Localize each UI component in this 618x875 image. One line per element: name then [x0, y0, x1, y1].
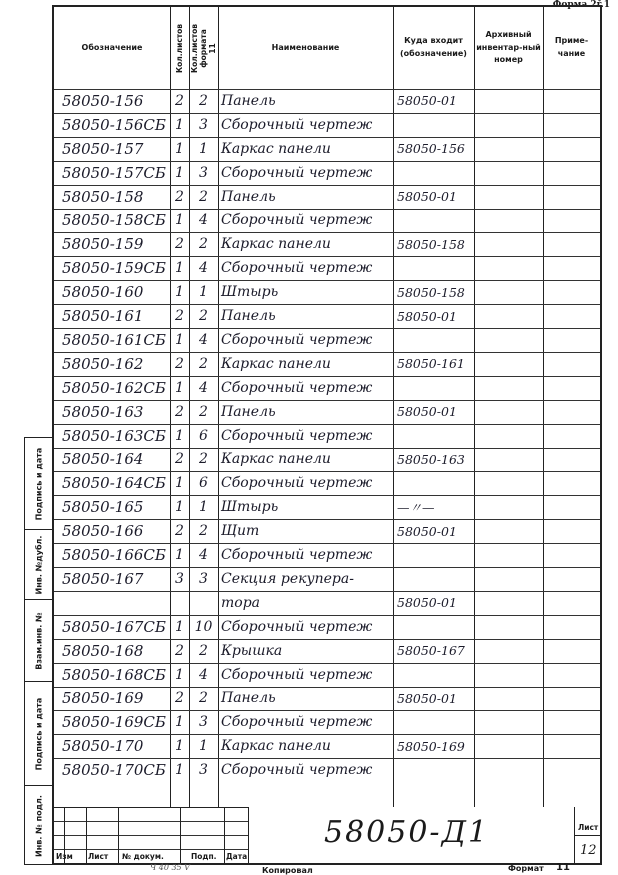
- sidebar-dup-inv: Инв. №дубл.: [25, 530, 53, 600]
- row-designation: 58050-159: [62, 235, 144, 254]
- row-name: Панель: [221, 308, 276, 325]
- row-format: 3: [199, 164, 208, 181]
- row-used-in: 58050-158: [397, 284, 465, 300]
- row-designation: 58050-162: [62, 354, 144, 373]
- row-format: 4: [199, 379, 208, 396]
- row-designation: 58050-158: [62, 187, 144, 206]
- row-format: 2: [199, 355, 208, 372]
- row-used-in: 58050-156: [397, 141, 465, 157]
- row-sheets: 1: [175, 284, 184, 301]
- row-format: 3: [199, 714, 208, 731]
- row-format: 6: [199, 427, 208, 444]
- row-designation: 58050-156: [62, 91, 144, 110]
- row-format: 2: [199, 92, 208, 109]
- row-format: 3: [199, 762, 208, 779]
- row-sheets: 1: [175, 547, 184, 564]
- row-name: Сборочный чертеж: [221, 379, 373, 396]
- row-sheets: 2: [175, 188, 184, 205]
- row-used-in: 58050-01: [397, 308, 457, 324]
- header-archive: Архивный инвентар-ный номер: [476, 29, 541, 65]
- row-designation: 58050-157СБ: [62, 163, 166, 182]
- header-format: Кол.листов формата 11: [190, 23, 218, 73]
- row-name: Сборочный чертеж: [221, 212, 373, 229]
- row-sheets: 3: [175, 570, 184, 587]
- row-format: 4: [199, 212, 208, 229]
- row-designation: 58050-156СБ: [62, 115, 166, 134]
- row-name: Сборочный чертеж: [221, 547, 373, 564]
- row-designation: 58050-161: [62, 307, 144, 326]
- row-format: 1: [199, 284, 208, 301]
- row-sheets: 1: [175, 618, 184, 635]
- row-sheets: 1: [175, 714, 184, 731]
- row-used-in: 58050-158: [397, 236, 465, 252]
- row-used-in: [393, 663, 478, 687]
- row-designation: 58050-163СБ: [62, 426, 166, 445]
- document-code: 58050-Д1: [324, 815, 490, 850]
- row-name: Каркас панели: [221, 236, 331, 253]
- row-sheets: 1: [175, 212, 184, 229]
- title-block: [54, 807, 600, 863]
- row-name: Каркас панели: [221, 140, 331, 157]
- row-name: Панель: [221, 403, 276, 420]
- row-designation: 58050-166: [62, 522, 144, 541]
- row-format: 4: [199, 331, 208, 348]
- row-used-in: 58050-01: [397, 93, 457, 109]
- row-sheets: 1: [175, 331, 184, 348]
- tb-sheet-label: Лист: [578, 823, 599, 832]
- row-format: 2: [199, 642, 208, 659]
- format-value: 11: [556, 862, 570, 873]
- row-name: Сборочный чертеж: [221, 475, 373, 492]
- row-used-in: [393, 471, 478, 495]
- row-used-in: [393, 256, 478, 280]
- row-format: 1: [199, 140, 208, 157]
- row-designation: 58050-161СБ: [62, 330, 166, 349]
- row-name: Сборочный чертеж: [221, 331, 373, 348]
- row-name: Крышка: [221, 642, 283, 659]
- row-designation: 58050-164: [62, 450, 144, 469]
- row-format: 2: [199, 523, 208, 540]
- header-note: Приме-чание: [554, 36, 589, 58]
- row-format: 4: [199, 260, 208, 277]
- row-format: 3: [199, 570, 208, 587]
- row-name: Каркас панели: [221, 738, 331, 755]
- copied-label: Копировал: [262, 866, 313, 875]
- row-designation: 58050-164СБ: [62, 474, 166, 493]
- row-name: Сборочный чертеж: [221, 164, 373, 181]
- row-sheets: 2: [175, 92, 184, 109]
- row-designation: 58050-163: [62, 402, 144, 421]
- row-designation: 58050-165: [62, 498, 144, 517]
- tb-date: Дата: [226, 852, 248, 861]
- row-designation: 58050-158СБ: [62, 211, 166, 230]
- row-format: 2: [199, 451, 208, 468]
- row-sheets: 1: [175, 260, 184, 277]
- row-format: 1: [199, 499, 208, 516]
- sidebar-sign-date-top: Подпись и дата: [25, 438, 53, 530]
- header-sheets: Кол.листов: [175, 23, 185, 73]
- row-sheets: 2: [175, 236, 184, 253]
- row-designation: 58050-168СБ: [62, 665, 166, 684]
- row-designation: [54, 591, 178, 615]
- row-designation: 58050-157: [62, 139, 144, 158]
- row-name: Сборочный чертеж: [221, 618, 373, 635]
- tb-sheet-number: 12: [580, 843, 597, 858]
- row-used-in: [393, 376, 478, 400]
- row-designation: 58050-167: [62, 569, 144, 588]
- row-sheets: 2: [175, 690, 184, 707]
- sidebar-sign-date: Подпись и дата: [25, 682, 53, 786]
- row-used-in: [393, 113, 478, 137]
- row-used-in: 58050-01: [397, 690, 457, 706]
- row-sheets: 2: [175, 403, 184, 420]
- row-name: Секция рекупера-: [221, 570, 354, 587]
- row-format: 6: [199, 475, 208, 492]
- row-used-in: [393, 615, 478, 639]
- row-designation: 58050-170СБ: [62, 761, 166, 780]
- row-designation: 58050-166СБ: [62, 546, 166, 565]
- row-sheets: 2: [175, 308, 184, 325]
- row-used-in: 58050-161: [397, 356, 465, 372]
- header-designation: Обозначение: [81, 42, 143, 52]
- row-used-in: 58050-01: [397, 523, 457, 539]
- header-used-in: Куда входит (обозначение): [400, 36, 467, 58]
- row-name: Сборочный чертеж: [221, 666, 373, 683]
- row-name: Сборочный чертеж: [221, 260, 373, 277]
- row-used-in: 58050-01: [397, 189, 457, 205]
- row-sheets: 1: [175, 762, 184, 779]
- row-name: тора: [221, 594, 261, 611]
- row-format: [189, 591, 218, 615]
- row-designation: 58050-162СБ: [62, 378, 166, 397]
- row-format: 2: [199, 236, 208, 253]
- row-sheets: 1: [175, 116, 184, 133]
- row-sheets: 1: [175, 666, 184, 683]
- row-sheets: 2: [175, 642, 184, 659]
- format-label: Формат: [508, 864, 544, 873]
- sidebar-replace-inv: Взам.инв. №: [25, 600, 53, 682]
- header-name: Наименование: [271, 42, 340, 52]
- row-sheets: 1: [175, 738, 184, 755]
- row-used-in: [393, 567, 478, 591]
- row-name: Каркас панели: [221, 355, 331, 372]
- tb-izm: Изм: [56, 852, 73, 861]
- row-sheets: 2: [175, 451, 184, 468]
- row-name: Каркас панели: [221, 451, 331, 468]
- row-name: Штырь: [221, 499, 279, 516]
- row-sheets: 1: [175, 499, 184, 516]
- row-used-in: 58050-01: [397, 404, 457, 420]
- row-name: Сборочный чертеж: [221, 116, 373, 133]
- row-used-in: [393, 209, 478, 233]
- row-used-in: [393, 543, 478, 567]
- row-sheets: 1: [175, 164, 184, 181]
- row-used-in: [393, 424, 478, 448]
- row-sheets: 2: [175, 523, 184, 540]
- row-format: 2: [199, 188, 208, 205]
- row-format: 4: [199, 666, 208, 683]
- sidebar: [24, 437, 52, 865]
- stamp-note: Ч 40 35 V: [150, 863, 190, 872]
- row-format: 1: [199, 738, 208, 755]
- row-designation: 58050-169СБ: [62, 713, 166, 732]
- form-number: Форма 2ř.1: [552, 0, 610, 10]
- row-used-in: 58050-167: [397, 643, 465, 659]
- row-designation: 58050-167СБ: [62, 617, 166, 636]
- row-format: 3: [199, 116, 208, 133]
- row-designation: 58050-169: [62, 689, 144, 708]
- row-format: 2: [199, 308, 208, 325]
- tb-list: Лист: [88, 852, 109, 861]
- row-sheets: 1: [175, 379, 184, 396]
- row-designation: 58050-160: [62, 283, 144, 302]
- row-used-in: —〃—: [397, 500, 435, 516]
- row-designation: 58050-170: [62, 737, 144, 756]
- sidebar-orig-inv: Инв. № подл.: [34, 795, 44, 857]
- row-designation: 58050-168: [62, 641, 144, 660]
- row-designation: 58050-159СБ: [62, 259, 166, 278]
- row-used-in: [393, 161, 478, 185]
- row-name: Панель: [221, 188, 276, 205]
- row-name: Щит: [221, 523, 260, 540]
- row-sheets: [170, 591, 189, 615]
- row-format: 10: [194, 618, 213, 635]
- row-format: 4: [199, 547, 208, 564]
- row-name: Сборочный чертеж: [221, 714, 373, 731]
- row-used-in: 58050-163: [397, 451, 465, 467]
- row-used-in: [393, 758, 478, 782]
- row-name: Панель: [221, 690, 276, 707]
- row-used-in: 58050-01: [397, 595, 457, 611]
- document-frame: [52, 5, 602, 865]
- tb-sign: Подп.: [191, 852, 217, 861]
- tb-doc-no: № докум.: [122, 852, 164, 861]
- row-sheets: 1: [175, 140, 184, 157]
- row-sheets: 1: [175, 427, 184, 444]
- row-sheets: 1: [175, 475, 184, 492]
- row-name: Панель: [221, 92, 276, 109]
- row-used-in: [393, 710, 478, 734]
- row-name: Сборочный чертеж: [221, 762, 373, 779]
- row-name: Сборочный чертеж: [221, 427, 373, 444]
- row-format: 2: [199, 690, 208, 707]
- row-used-in: [393, 328, 478, 352]
- row-format: 2: [199, 403, 208, 420]
- row-sheets: 2: [175, 355, 184, 372]
- row-name: Штырь: [221, 284, 279, 301]
- row-used-in: 58050-169: [397, 738, 465, 754]
